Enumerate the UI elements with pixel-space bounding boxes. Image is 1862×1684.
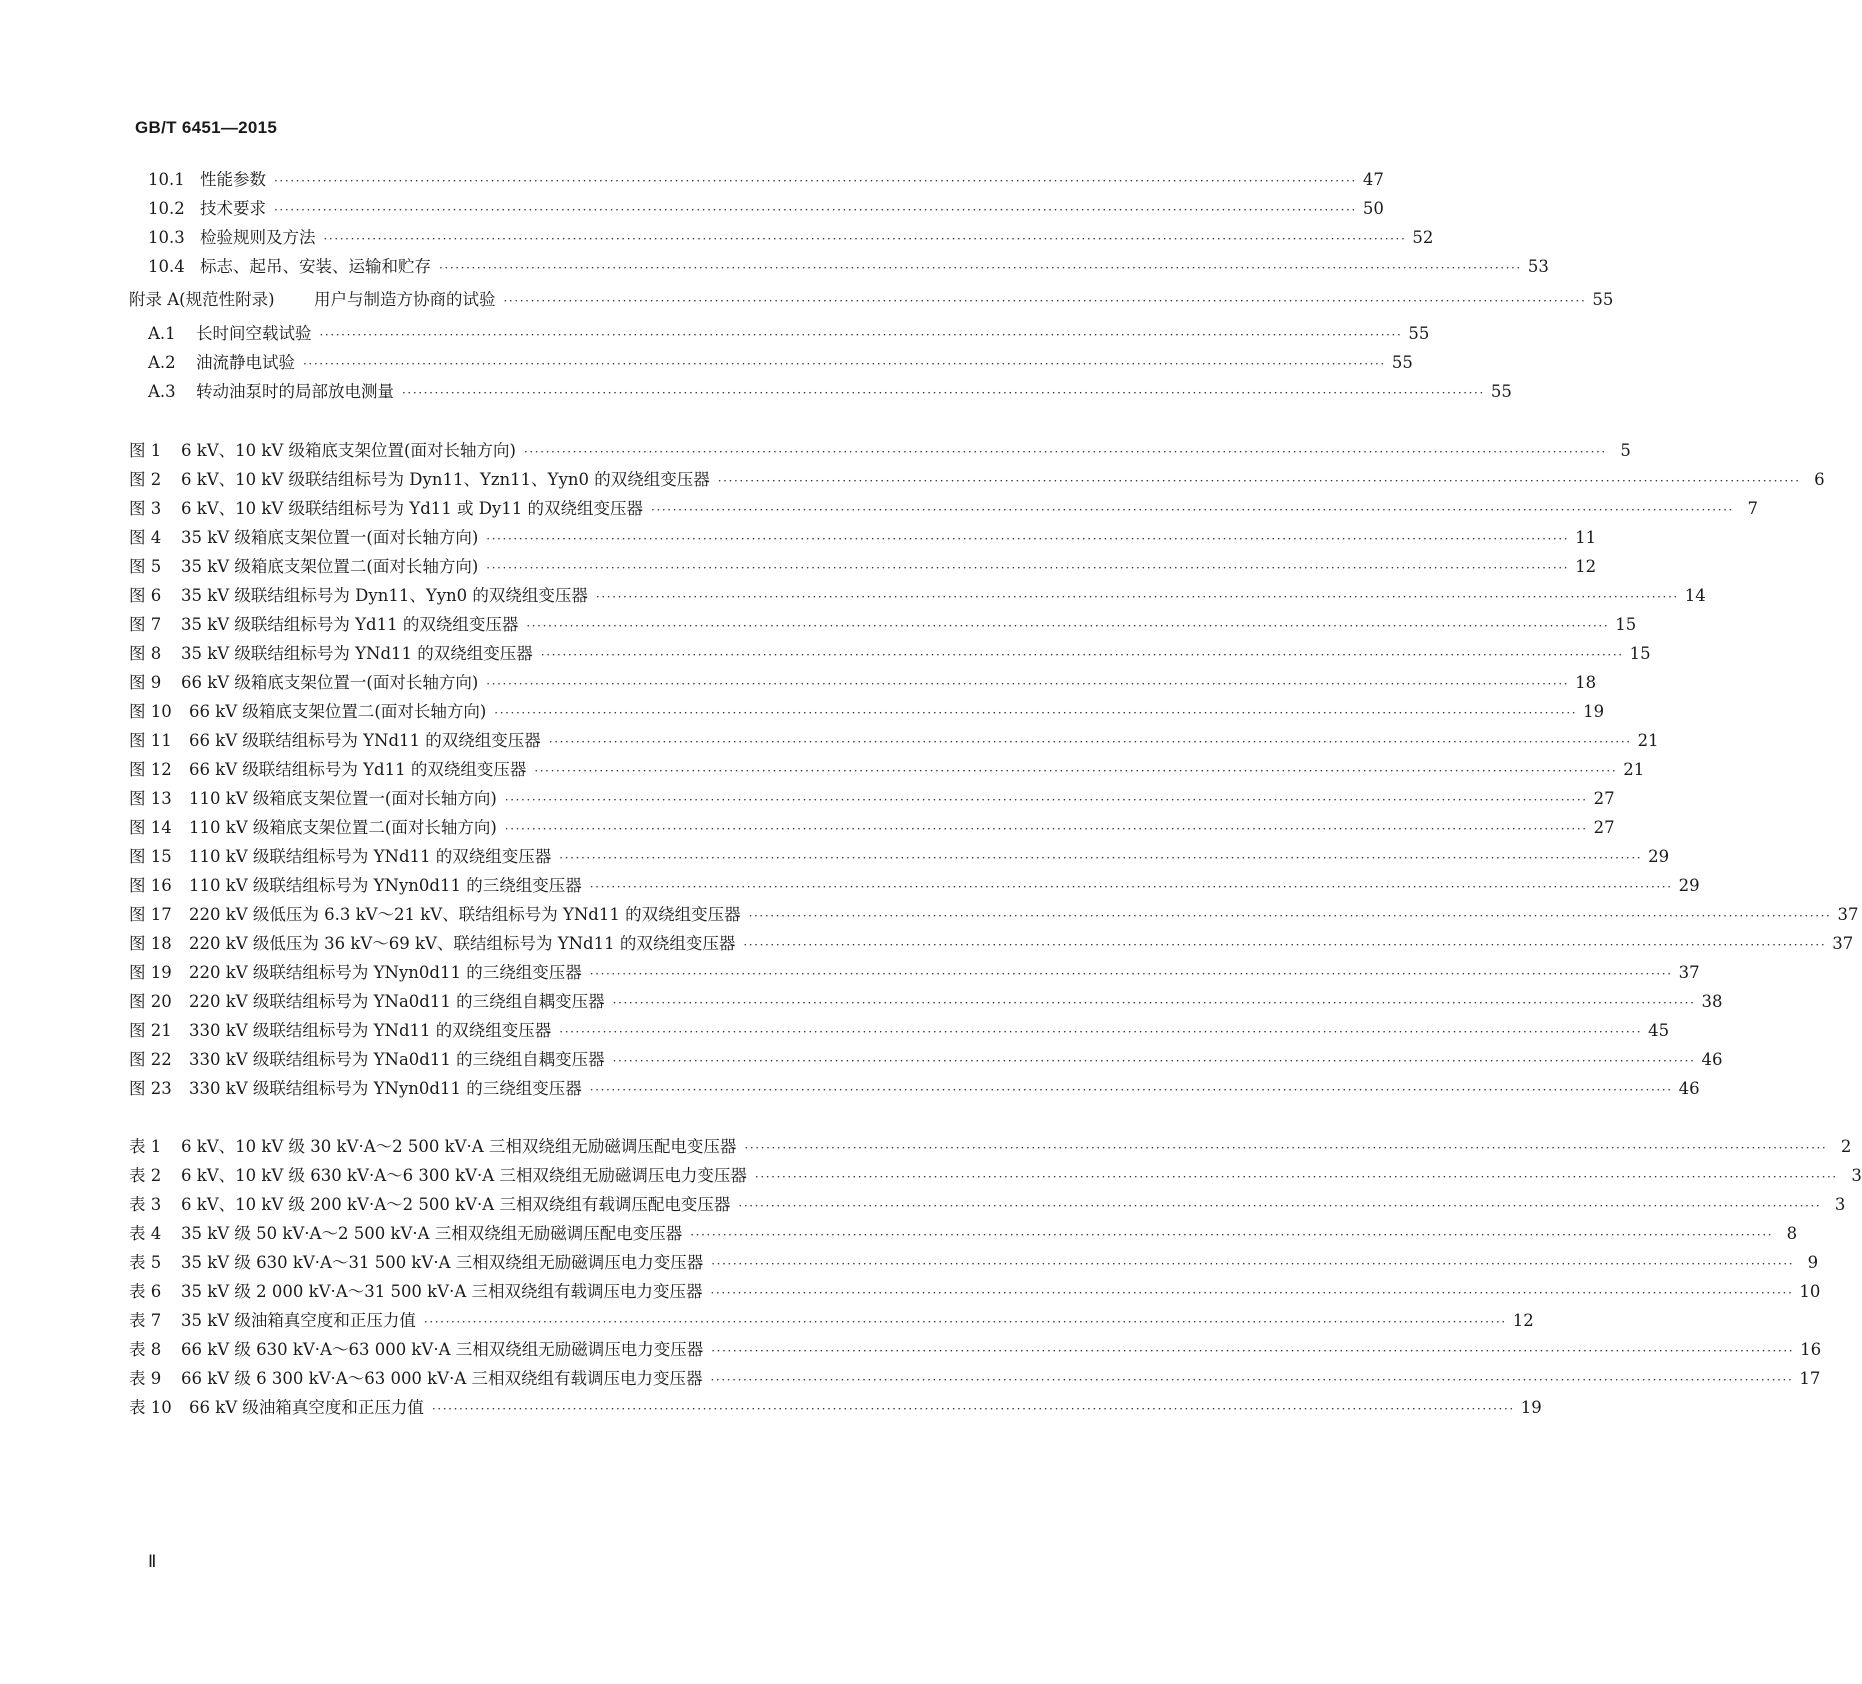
figure-title: 220 kV 级低压为 36 kV～69 kV、联结组标号为 YNd11 的双绕组变压器 [189,934,736,953]
section-title: 技术要求 [200,199,266,218]
figure-page-number: 37 [1837,905,1859,924]
dot-leader: ········································································································································································································ [540,648,1624,662]
table-title: 35 kV 级油箱真空度和正压力值 [181,1311,416,1330]
figure-page-number: 7 [1747,499,1758,518]
figure-page-number: 15 [1629,644,1651,663]
table-title: 6 kV、10 kV 级 630 kV·A～6 300 kV·A 三相双绕组无励磁调压电力变压器 [181,1166,747,1185]
section-page-number: 50 [1362,199,1384,218]
figure-page-number: 37 [1832,934,1854,953]
dot-leader: ········································································································································································································ [612,996,1696,1010]
figure-title: 110 kV 级联结组标号为 YNd11 的双绕组变压器 [189,847,552,866]
dot-leader: ········································································································································································································ [589,880,1673,894]
figure-page-number: 18 [1575,673,1597,692]
section-page-number: 47 [1362,170,1384,189]
figure-entry[interactable] [129,959,1700,987]
dot-leader: ········································································································································································································ [431,1402,1515,1416]
dot-leader: ········································································································································································································ [595,590,1679,604]
figure-entry[interactable] [129,872,1700,900]
dot-leader: ········································································································································································································ [738,1199,1822,1213]
figure-entry[interactable] [129,495,1758,523]
section-entry[interactable] [148,378,1512,406]
dot-leader: ········································································································································································································ [612,1054,1696,1068]
table-page-number: 3 [1834,1195,1846,1214]
figure-title: 6 kV、10 kV 级联结组标号为 Dyn11、Yzn11、Yyn0 的双绕组变压器 [181,470,710,489]
section-title: 用户与制造方协商的试验 [314,290,496,309]
figure-number: 图 15 [129,847,172,866]
table-entry[interactable] [129,1307,1534,1335]
dot-leader: ········································································································································································································ [439,261,1522,275]
figure-number: 图 13 [129,789,172,808]
page-number-roman: Ⅱ [148,1552,157,1571]
section-number: 10.1 [148,170,185,189]
table-entry[interactable] [129,1365,1821,1393]
figure-page-number: 45 [1648,1021,1670,1040]
section-title: 标志、起吊、安装、运输和贮存 [200,257,431,276]
figure-entry[interactable] [129,756,1645,784]
table-number: 表 9 [129,1369,162,1388]
table-entry[interactable] [129,1336,1822,1364]
figure-entry[interactable] [129,1075,1700,1103]
figure-entry[interactable] [129,611,1637,639]
figure-entry[interactable] [129,466,1825,494]
figure-entry[interactable] [129,988,1723,1016]
section-entry[interactable] [148,224,1434,252]
dot-leader: ········································································································································································································ [717,474,1801,488]
figure-number: 图 8 [129,644,162,663]
table-page-number: 16 [1800,1340,1822,1359]
figure-number: 图 17 [129,905,172,924]
figure-entry[interactable] [129,524,1597,552]
section-entry[interactable] [148,320,1430,348]
figure-title: 35 kV 级箱底支架位置一(面对长轴方向) [181,528,479,547]
table-title: 6 kV、10 kV 级 30 kV·A～2 500 kV·A 三相双绕组无励磁调压配电变压器 [181,1137,737,1156]
dot-leader: ········································································································································································································ [402,386,1485,400]
figure-entry[interactable] [129,669,1597,697]
figure-title: 110 kV 级联结组标号为 YNyn0d11 的三绕组变压器 [189,876,582,895]
table-number: 表 8 [129,1340,162,1359]
dot-leader: ········································································································································································································ [523,445,1607,459]
figure-title: 35 kV 级联结组标号为 Yd11 的双绕组变压器 [181,615,519,634]
section-number: 10.2 [148,199,185,218]
figure-number: 图 1 [129,441,162,460]
section-title: 转动油泵时的局部放电测量 [196,382,394,401]
figure-number: 图 14 [129,818,172,837]
dot-leader: ········································································································································································································ [274,174,1357,188]
figure-number: 图 18 [129,934,172,953]
table-entry[interactable] [129,1278,1821,1306]
figure-page-number: 46 [1678,1079,1700,1098]
figure-page-number: 21 [1623,760,1645,779]
dot-leader: ········································································································································································································ [690,1228,1774,1242]
section-title: 检验规则及方法 [200,228,316,247]
section-page-number: 55 [1490,382,1512,401]
section-number: A.3 [148,382,176,401]
figure-title: 6 kV、10 kV 级箱底支架位置(面对长轴方向) [181,441,516,460]
figure-entry[interactable] [129,698,1605,726]
figure-number: 图 2 [129,470,162,489]
figure-number: 图 21 [129,1021,172,1040]
table-title: 35 kV 级 630 kV·A～31 500 kV·A 三相双绕组无励磁调压电力变压器 [181,1253,704,1272]
table-page-number: 17 [1799,1369,1821,1388]
figure-number: 图 11 [129,731,172,750]
section-entry[interactable] [148,349,1413,377]
table-number: 表 6 [129,1282,162,1301]
dot-leader: ········································································································································································································ [548,735,1632,749]
figure-title: 220 kV 级低压为 6.3 kV～21 kV、联结组标号为 YNd11 的双绕组变压器 [189,905,741,924]
section-number: A.1 [148,324,176,343]
figure-number: 图 20 [129,992,172,1011]
table-page-number: 10 [1799,1282,1821,1301]
table-page-number: 2 [1840,1137,1852,1156]
figure-entry[interactable] [129,785,1615,813]
figure-title: 220 kV 级联结组标号为 YNa0d11 的三绕组自耦变压器 [189,992,605,1011]
figure-entry[interactable] [129,930,1854,958]
figure-page-number: 5 [1620,441,1631,460]
figure-page-number: 27 [1593,789,1615,808]
figure-entry[interactable] [129,437,1631,465]
figure-page-number: 38 [1701,992,1723,1011]
dot-leader: ········································································································································································································ [651,503,1734,517]
figure-number: 图 7 [129,615,162,634]
table-title: 66 kV 级油箱真空度和正压力值 [189,1398,424,1417]
figure-number: 图 5 [129,557,162,576]
figure-entry[interactable] [129,1046,1723,1074]
figure-page-number: 19 [1583,702,1605,721]
dot-leader: ········································································································································································································ [589,967,1673,981]
figure-page-number: 15 [1615,615,1637,634]
dot-leader: ········································································································································································································ [754,1170,1838,1184]
table-page-number: 9 [1807,1253,1819,1272]
table-page-number: 12 [1512,1311,1534,1330]
figure-number: 图 3 [129,499,162,518]
dot-leader: ········································································································································································································ [494,706,1578,720]
figure-title: 66 kV 级联结组标号为 YNd11 的双绕组变压器 [189,731,541,750]
figure-number: 图 12 [129,760,172,779]
section-page-number: 55 [1592,290,1614,309]
dot-leader: ········································································································································································································ [711,1257,1795,1271]
figure-title: 110 kV 级箱底支架位置二(面对长轴方向) [189,818,497,837]
section-entry[interactable] [148,166,1384,194]
section-number: 附录 A(规范性附录) [129,290,275,309]
dot-leader: ········································································································································································································ [743,938,1827,952]
section-entry[interactable] [148,253,1549,281]
figure-page-number: 11 [1575,528,1597,547]
figure-title: 35 kV 级联结组标号为 YNd11 的双绕组变压器 [181,644,533,663]
section-number: 10.4 [148,257,185,276]
dot-leader: ········································································································································································································ [589,1083,1673,1097]
figure-entry[interactable] [129,901,1859,929]
section-title: 长时间空载试验 [196,324,312,343]
figure-number: 图 4 [129,528,162,547]
dot-leader: ········································································································································································································ [710,1286,1794,1300]
section-number: 10.3 [148,228,185,247]
table-title: 6 kV、10 kV 级 200 kV·A～2 500 kV·A 三相双绕组有载调压配电变压器 [181,1195,731,1214]
dot-leader: ········································································································································································································ [504,822,1588,836]
figure-entry[interactable] [129,640,1651,668]
table-page-number: 3 [1851,1166,1862,1185]
figure-number: 图 9 [129,673,162,692]
dot-leader: ········································································································································································································ [323,232,1407,246]
figure-page-number: 29 [1648,847,1670,866]
dot-leader: ········································································································································································································ [504,793,1588,807]
table-title: 35 kV 级 2 000 kV·A～31 500 kV·A 三相双绕组有载调压电力变压器 [181,1282,703,1301]
section-page-number: 55 [1391,353,1413,372]
figure-page-number: 12 [1575,557,1597,576]
figure-title: 6 kV、10 kV 级联结组标号为 Yd11 或 Dy11 的双绕组变压器 [181,499,644,518]
table-title: 66 kV 级 6 300 kV·A～63 000 kV·A 三相双绕组有载调压电力变压器 [181,1369,703,1388]
figure-title: 35 kV 级箱底支架位置二(面对长轴方向) [181,557,479,576]
figure-number: 图 10 [129,702,172,721]
table-number: 表 1 [129,1137,162,1156]
figure-title: 330 kV 级联结组标号为 YNa0d11 的三绕组自耦变压器 [189,1050,605,1069]
dot-leader: ········································································································································································································ [303,357,1386,371]
dot-leader: ········································································································································································································ [711,1344,1795,1358]
section-page-number: 52 [1412,228,1434,247]
table-page-number: 19 [1520,1398,1542,1417]
figure-page-number: 27 [1593,818,1615,837]
table-number: 表 10 [129,1398,172,1417]
dot-leader: ········································································································································································································ [534,764,1618,778]
figure-entry[interactable] [129,582,1706,610]
table-entry[interactable] [129,1249,1819,1277]
dot-leader: ········································································································································································································ [526,619,1610,633]
figure-title: 330 kV 级联结组标号为 YNd11 的双绕组变压器 [189,1021,552,1040]
table-entry[interactable] [129,1191,1846,1219]
figure-title: 110 kV 级箱底支架位置一(面对长轴方向) [189,789,497,808]
figure-title: 66 kV 级联结组标号为 Yd11 的双绕组变压器 [189,760,527,779]
table-number: 表 2 [129,1166,162,1185]
section-title: 油流静电试验 [196,353,295,372]
dot-leader: ········································································································································································································ [486,677,1570,691]
figure-number: 图 23 [129,1079,172,1098]
figure-page-number: 14 [1684,586,1706,605]
figure-number: 图 22 [129,1050,172,1069]
table-entry[interactable] [129,1394,1542,1422]
figure-title: 66 kV 级箱底支架位置二(面对长轴方向) [189,702,487,721]
dot-leader: ········································································································································································································ [486,532,1570,546]
table-entry[interactable] [129,1220,1798,1248]
figure-entry[interactable] [129,727,1659,755]
section-page-number: 55 [1408,324,1430,343]
figure-title: 66 kV 级箱底支架位置一(面对长轴方向) [181,673,479,692]
section-page-number: 53 [1527,257,1549,276]
table-title: 35 kV 级 50 kV·A～2 500 kV·A 三相双绕组无励磁调压配电变压器 [181,1224,683,1243]
figure-number: 图 19 [129,963,172,982]
table-entry[interactable] [129,1133,1852,1161]
table-number: 表 4 [129,1224,162,1243]
figure-page-number: 46 [1701,1050,1723,1069]
dot-leader: ········································································································································································································ [559,851,1643,865]
table-number: 表 7 [129,1311,162,1330]
figure-number: 图 16 [129,876,172,895]
section-entry[interactable] [148,195,1384,223]
figure-number: 图 6 [129,586,162,605]
figure-page-number: 21 [1637,731,1659,750]
dot-leader: ········································································································································································································ [486,561,1570,575]
figure-title: 35 kV 级联结组标号为 Dyn11、Yyn0 的双绕组变压器 [181,586,588,605]
figure-title: 220 kV 级联结组标号为 YNyn0d11 的三绕组变压器 [189,963,582,982]
document-id-header: GB/T 6451—2015 [135,118,278,137]
section-title: 性能参数 [200,170,266,189]
dot-leader: ········································································································································································································ [710,1373,1794,1387]
dot-leader: ········································································································································································································ [748,909,1832,923]
figure-entry[interactable] [129,843,1670,871]
figure-page-number: 6 [1814,470,1825,489]
figure-title: 330 kV 级联结组标号为 YNyn0d11 的三绕组变压器 [189,1079,582,1098]
table-title: 66 kV 级 630 kV·A～63 000 kV·A 三相双绕组无励磁调压电力变压器 [181,1340,704,1359]
section-entry[interactable] [129,286,1614,314]
table-page-number: 8 [1786,1224,1798,1243]
dot-leader: ········································································································································································································ [274,203,1357,217]
figure-entry[interactable] [129,553,1597,581]
section-number: A.2 [148,353,176,372]
figure-entry[interactable] [129,814,1615,842]
figure-page-number: 29 [1678,876,1700,895]
table-entry[interactable] [129,1162,1862,1190]
dot-leader: ········································································································································································································ [744,1141,1828,1155]
dot-leader: ········································································································································································································ [319,328,1403,342]
figure-page-number: 37 [1678,963,1700,982]
dot-leader: ········································································································································································································ [503,294,1587,308]
dot-leader: ········································································································································································································ [423,1315,1507,1329]
table-number: 表 5 [129,1253,162,1272]
table-number: 表 3 [129,1195,162,1214]
figure-entry[interactable] [129,1017,1670,1045]
dot-leader: ········································································································································································································ [559,1025,1643,1039]
